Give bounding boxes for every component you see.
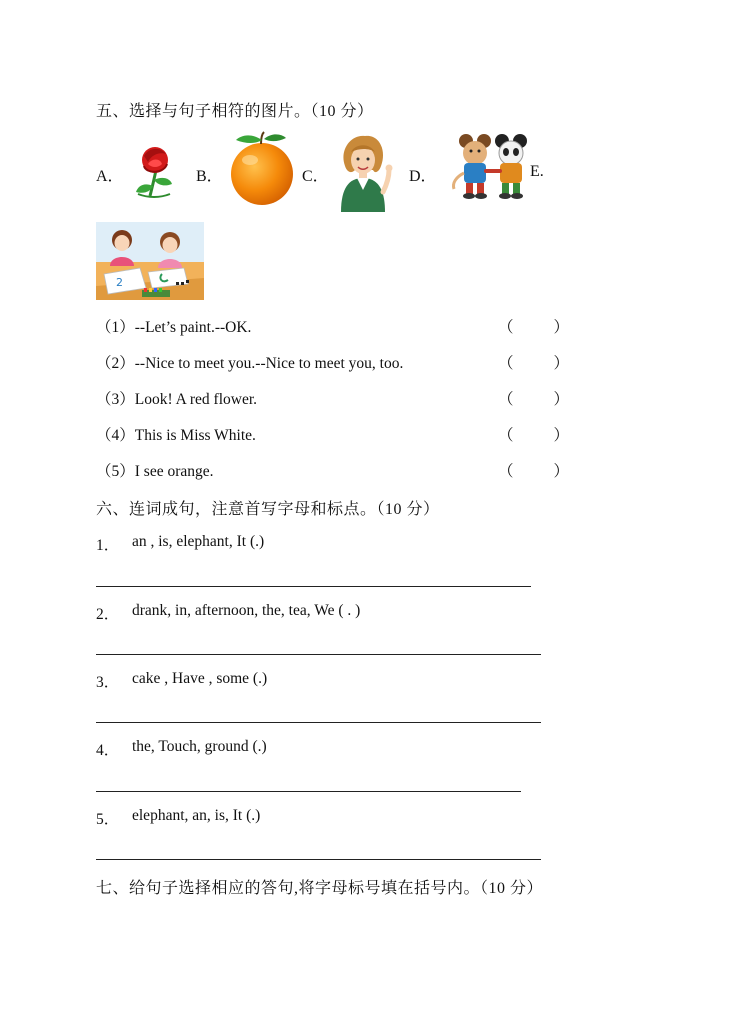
- svg-text:2: 2: [116, 276, 123, 289]
- question-1: （1）--Let’s paint.--OK.: [96, 319, 252, 336]
- option-e-letter: E.: [530, 163, 544, 180]
- section5-title: 五、选择与句子相符的图片。（10 分）: [96, 103, 374, 120]
- answer-line-1[interactable]: [96, 586, 531, 587]
- item-number-4: 4．: [96, 742, 120, 759]
- question-4: （4）This is Miss White.: [96, 427, 256, 444]
- item-number-3: 3．: [96, 674, 120, 691]
- answer-line-2[interactable]: [96, 654, 541, 655]
- animals-greeting-icon: [450, 133, 532, 201]
- question-5: （5）I see orange.: [96, 463, 214, 480]
- answer-blank-1[interactable]: （ ）: [498, 319, 570, 336]
- option-b-letter: B．: [196, 168, 223, 185]
- word-list-3: cake , Have , some (.): [132, 670, 268, 687]
- question-2: （2）--Nice to meet you.--Nice to meet you, too.: [96, 355, 404, 372]
- orange-icon: [228, 130, 296, 208]
- answer-line-4[interactable]: [96, 791, 521, 792]
- answer-blank-4[interactable]: （ ）: [498, 427, 570, 444]
- answer-blank-3[interactable]: （ ）: [498, 391, 570, 408]
- teacher-icon: [335, 132, 393, 212]
- word-list-4: the, Touch, ground (.): [132, 738, 267, 755]
- option-c-letter: C．: [302, 168, 329, 185]
- item-number-1: 1．: [96, 537, 120, 554]
- word-list-5: elephant, an, is, It (.): [132, 807, 261, 824]
- rose-icon: [130, 142, 180, 200]
- section7-title: 七、给句子选择相应的答句,将字母标号填在括号内。（10 分）: [96, 880, 544, 897]
- answer-line-3[interactable]: [96, 722, 541, 723]
- children-painting-icon: [96, 222, 204, 300]
- item-number-5: 5．: [96, 811, 120, 828]
- answer-blank-5[interactable]: （ ）: [498, 463, 570, 480]
- option-a-letter: A．: [96, 168, 124, 185]
- answer-blank-2[interactable]: （ ）: [498, 355, 570, 372]
- section6-title: 六、连词成句，注意首写字母和标点。（10 分）: [96, 501, 440, 518]
- option-d-letter: D．: [409, 168, 437, 185]
- item-number-2: 2．: [96, 606, 120, 623]
- answer-line-5[interactable]: [96, 859, 541, 860]
- word-list-2: drank, in, afternoon, the, tea, We ( . ): [132, 602, 361, 619]
- question-3: （3）Look! A red flower.: [96, 391, 258, 408]
- word-list-1: an , is, elephant, It (.): [132, 533, 265, 550]
